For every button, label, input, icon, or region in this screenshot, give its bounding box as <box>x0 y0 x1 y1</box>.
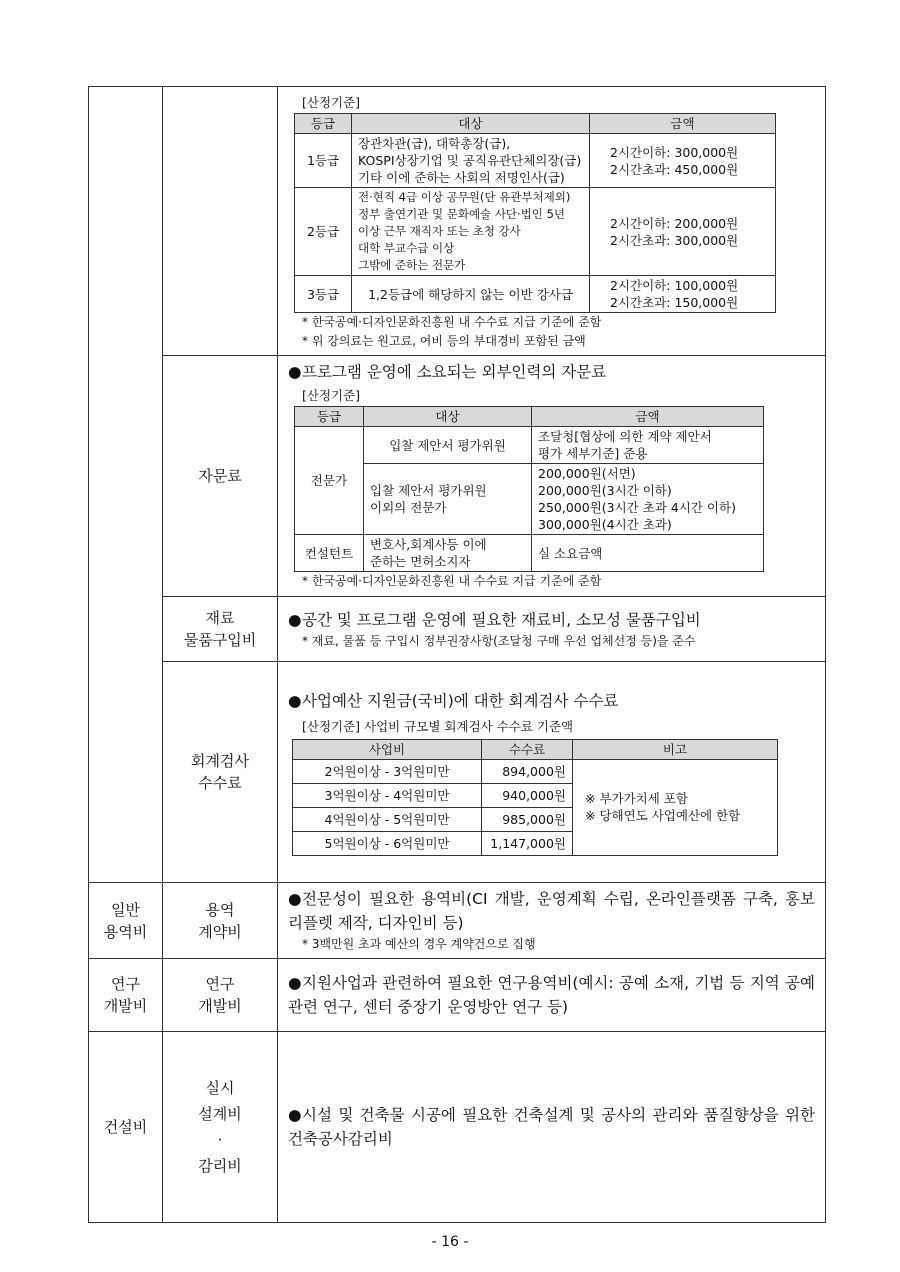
service-label-line: 용역 <box>205 900 235 919</box>
lecture-row-1 <box>295 134 776 188</box>
construction-bullet <box>288 1103 815 1151</box>
construction-bullet-text: 시설 및 건축물 시공에 필요한 건축설계 및 공사의 관리와 품질향상을 위한 건축공사감리비 <box>288 1106 815 1148</box>
lecture-amount-line: 2시간이하: 100,000원 <box>610 278 739 293</box>
advisory-target-line: 변호사,회계사등 이에 <box>370 537 487 552</box>
advisory-amount-line: 조달청[협상에 의한 계약 제안서 <box>538 429 712 444</box>
lecture-amount-line: 2시간초과: 300,000원 <box>610 232 739 248</box>
research-label-line: 연구 <box>205 975 235 993</box>
audit-remarks <box>573 759 778 855</box>
lecture-grade: 2등급 <box>295 188 352 276</box>
service-category-line: 일반 <box>111 900 140 919</box>
bullet-icon: ● <box>288 974 302 992</box>
advisory-amount-line: 평가 세부기준] 준용 <box>538 446 648 461</box>
lecture-target-line: 기타 이에 준하는 사회의 저명인사(급) <box>358 170 565 185</box>
construction-category: 건설비 <box>89 1032 163 1223</box>
research-label <box>163 959 278 1032</box>
lecture-amount-line: 2시간이하: 300,000원 <box>610 144 739 160</box>
advisory-target-line: 준하는 면허소지자 <box>370 554 471 569</box>
lecture-note: * 위 강의료는 원고료, 여비 등의 부대경비 포함된 금액 <box>302 334 586 348</box>
research-row <box>89 959 826 1032</box>
construction-label-line: 실시 <box>205 1079 235 1097</box>
lecture-target <box>352 188 590 276</box>
service-category-line: 용역비 <box>103 922 148 941</box>
lecture-target <box>352 134 590 188</box>
construction-label-line: 감리비 <box>198 1157 242 1175</box>
research-category-line: 개발비 <box>103 997 148 1015</box>
advisory-amount: 실 소요금액 <box>532 535 764 572</box>
lecture-fee-content <box>278 87 826 356</box>
lecture-target-line: 장관차관(급), 대학총장(급), <box>358 136 511 151</box>
construction-content <box>278 1032 826 1223</box>
research-content <box>278 959 826 1032</box>
advisory-amount-line: 200,000원(3시간 이하) <box>538 483 672 498</box>
service-content <box>278 883 826 959</box>
category-cell-empty <box>89 87 163 883</box>
item-cell-empty <box>163 87 278 356</box>
audit-remark-line: ※ 당해연도 사업예산에 한함 <box>585 808 741 823</box>
advisory-row-expert-1 <box>295 427 764 464</box>
lecture-header-amount: 금액 <box>590 114 776 134</box>
advisory-row-expert-2 <box>295 464 764 535</box>
advisory-amount-line: 250,000원(3시간 초과 4시간 이하) <box>538 500 736 515</box>
advisory-header-amount: 금액 <box>532 407 764 427</box>
lecture-target-line: 이상 근무 재직자 또는 초청 강사 <box>358 224 521 238</box>
bullet-icon: ● <box>288 890 302 908</box>
lecture-target-line: 그밖에 준하는 전문가 <box>358 258 466 272</box>
construction-label <box>163 1032 278 1223</box>
audit-bullet <box>288 689 815 713</box>
research-label-line: 개발비 <box>198 997 242 1015</box>
lecture-row-3 <box>295 276 776 313</box>
construction-row <box>89 1032 826 1223</box>
advisory-amount <box>532 464 764 535</box>
budget-table <box>88 86 826 1223</box>
lecture-target-line: KOSPI상장기업 및 공직유관단체의장(급) <box>358 153 582 168</box>
audit-fee: 894,000원 <box>482 759 573 783</box>
lecture-grade: 1등급 <box>295 134 352 188</box>
lecture-amount-line: 2시간초과: 150,000원 <box>610 295 739 310</box>
advisory-bullet-text: 프로그램 운영에 소요되는 외부인력의 자문료 <box>302 363 607 381</box>
materials-bullet <box>288 608 815 632</box>
audit-header-remarks: 비고 <box>573 739 778 759</box>
bullet-icon: ● <box>288 363 302 381</box>
advisory-amount-line: 200,000원(서면) <box>538 466 636 481</box>
advisory-target-line: 이외의 전문가 <box>370 500 447 515</box>
lecture-fee-row <box>89 87 826 356</box>
materials-label <box>163 597 278 662</box>
lecture-amount <box>590 134 776 188</box>
audit-row <box>89 662 826 883</box>
materials-bullet-text: 공간 및 프로그램 운영에 필요한 재료비, 소모성 물품구입비 <box>302 610 701 629</box>
advisory-amount-line: 300,000원(4시간 초과) <box>538 517 672 532</box>
lecture-note: * 한국공예·디자인문화진흥원 내 수수료 지급 기준에 준함 <box>302 315 602 329</box>
audit-fee: 985,000원 <box>482 807 573 831</box>
research-category-line: 연구 <box>111 975 140 993</box>
materials-row <box>89 597 826 662</box>
advisory-criteria-label: [산정기준] <box>302 388 361 403</box>
bullet-icon: ● <box>288 610 302 629</box>
advisory-fee-table <box>294 406 764 572</box>
research-bullet <box>288 971 815 1019</box>
audit-range: 2억원이상 - 3억원미만 <box>293 759 482 783</box>
service-category <box>89 883 163 959</box>
audit-content <box>278 662 826 883</box>
audit-criteria: [산정기준] 사업비 규모별 회계검사 수수료 기준액 <box>302 718 574 734</box>
audit-fee: 1,147,000원 <box>482 831 573 855</box>
service-bullet <box>288 887 815 935</box>
construction-label-line: 설계비 <box>198 1105 242 1123</box>
advisory-target: 입찰 제안서 평가위원 <box>364 427 532 464</box>
advisory-target <box>364 464 532 535</box>
audit-label <box>163 662 278 883</box>
advisory-amount <box>532 427 764 464</box>
materials-label-line: 재료 <box>205 609 235 627</box>
service-note: * 3백만원 초과 예산의 경우 계약건으로 집행 <box>302 937 536 951</box>
lecture-target: 1,2등급에 해당하지 않는 이반 강사급 <box>352 276 590 313</box>
advisory-header-target: 대상 <box>364 407 532 427</box>
research-bullet-text: 지원사업과 관련하여 필요한 연구용역비(예시: 공예 소재, 기법 등 지역 공예 관련 연구, 센터 중장기 운영방안 연구 등) <box>288 974 815 1016</box>
advisory-content <box>278 356 826 597</box>
page-number: - 16 - <box>431 1234 469 1250</box>
audit-fee: 940,000원 <box>482 783 573 807</box>
lecture-row-2 <box>295 188 776 276</box>
advisory-target-line: 입찰 제안서 평가위원 <box>370 483 487 498</box>
research-category <box>89 959 163 1032</box>
lecture-amount <box>590 188 776 276</box>
materials-content <box>278 597 826 662</box>
advisory-bullet <box>288 360 815 384</box>
advisory-label: 자문료 <box>163 356 278 597</box>
service-row <box>89 883 826 959</box>
advisory-row-consultant <box>295 535 764 572</box>
advisory-fee-row <box>89 356 826 597</box>
advisory-grade-consultant: 컨설턴트 <box>295 535 364 572</box>
service-bullet-text: 전문성이 필요한 용역비(CI 개발, 운영계획 수립, 온라인플랫폼 구축, 홍보 리플렛 제작, 디자인비 등) <box>288 890 815 932</box>
materials-label-line: 물품구입비 <box>183 631 257 649</box>
audit-row-1 <box>293 759 778 783</box>
audit-bullet-text: 사업예산 지원금(국비)에 대한 회계검사 수수료 <box>302 691 619 710</box>
lecture-target-line: 전·현직 4급 이상 공무원(단 유관부처제외) <box>358 190 571 204</box>
lecture-header-grade: 등급 <box>295 114 352 134</box>
lecture-amount-line: 2시간초과: 450,000원 <box>610 161 739 177</box>
materials-note: * 재료, 물품 등 구입시 정부권장사항(조달청 구매 우선 업체선정 등)을 준수 <box>302 633 696 648</box>
advisory-header-grade: 등급 <box>295 407 364 427</box>
lecture-header-target: 대상 <box>352 114 590 134</box>
lecture-target-line: 대학 부교수급 이상 <box>358 241 455 255</box>
audit-label-line: 회계검사 <box>191 752 249 770</box>
lecture-amount-line: 2시간이하: 200,000원 <box>610 215 739 231</box>
bullet-icon: ● <box>288 691 302 710</box>
audit-header-fee: 수수료 <box>482 739 573 759</box>
audit-header-range: 사업비 <box>293 739 482 759</box>
lecture-criteria-label: [산정기준] <box>302 95 361 110</box>
lecture-amount <box>590 276 776 313</box>
audit-label-line: 수수료 <box>198 774 242 792</box>
bullet-icon: ● <box>288 1106 302 1124</box>
audit-fee-table <box>292 739 778 856</box>
advisory-note: * 한국공예·디자인문화진흥원 내 수수료 지급 기준에 준함 <box>302 574 602 588</box>
service-label <box>163 883 278 959</box>
lecture-fee-table <box>294 113 776 313</box>
audit-range: 3억원이상 - 4억원미만 <box>293 783 482 807</box>
advisory-target <box>364 535 532 572</box>
audit-remark-line: ※ 부가가치세 포함 <box>585 791 688 806</box>
service-label-line: 계약비 <box>198 922 242 941</box>
lecture-grade: 3등급 <box>295 276 352 313</box>
advisory-grade-expert: 전문가 <box>295 427 364 535</box>
audit-range: 4억원이상 - 5억원미만 <box>293 807 482 831</box>
construction-label-line: · <box>217 1131 223 1149</box>
lecture-target-line: 정부 출연기관 및 문화예술 사단·법인 5년 <box>358 207 565 221</box>
audit-range: 5억원이상 - 6억원미만 <box>293 831 482 855</box>
